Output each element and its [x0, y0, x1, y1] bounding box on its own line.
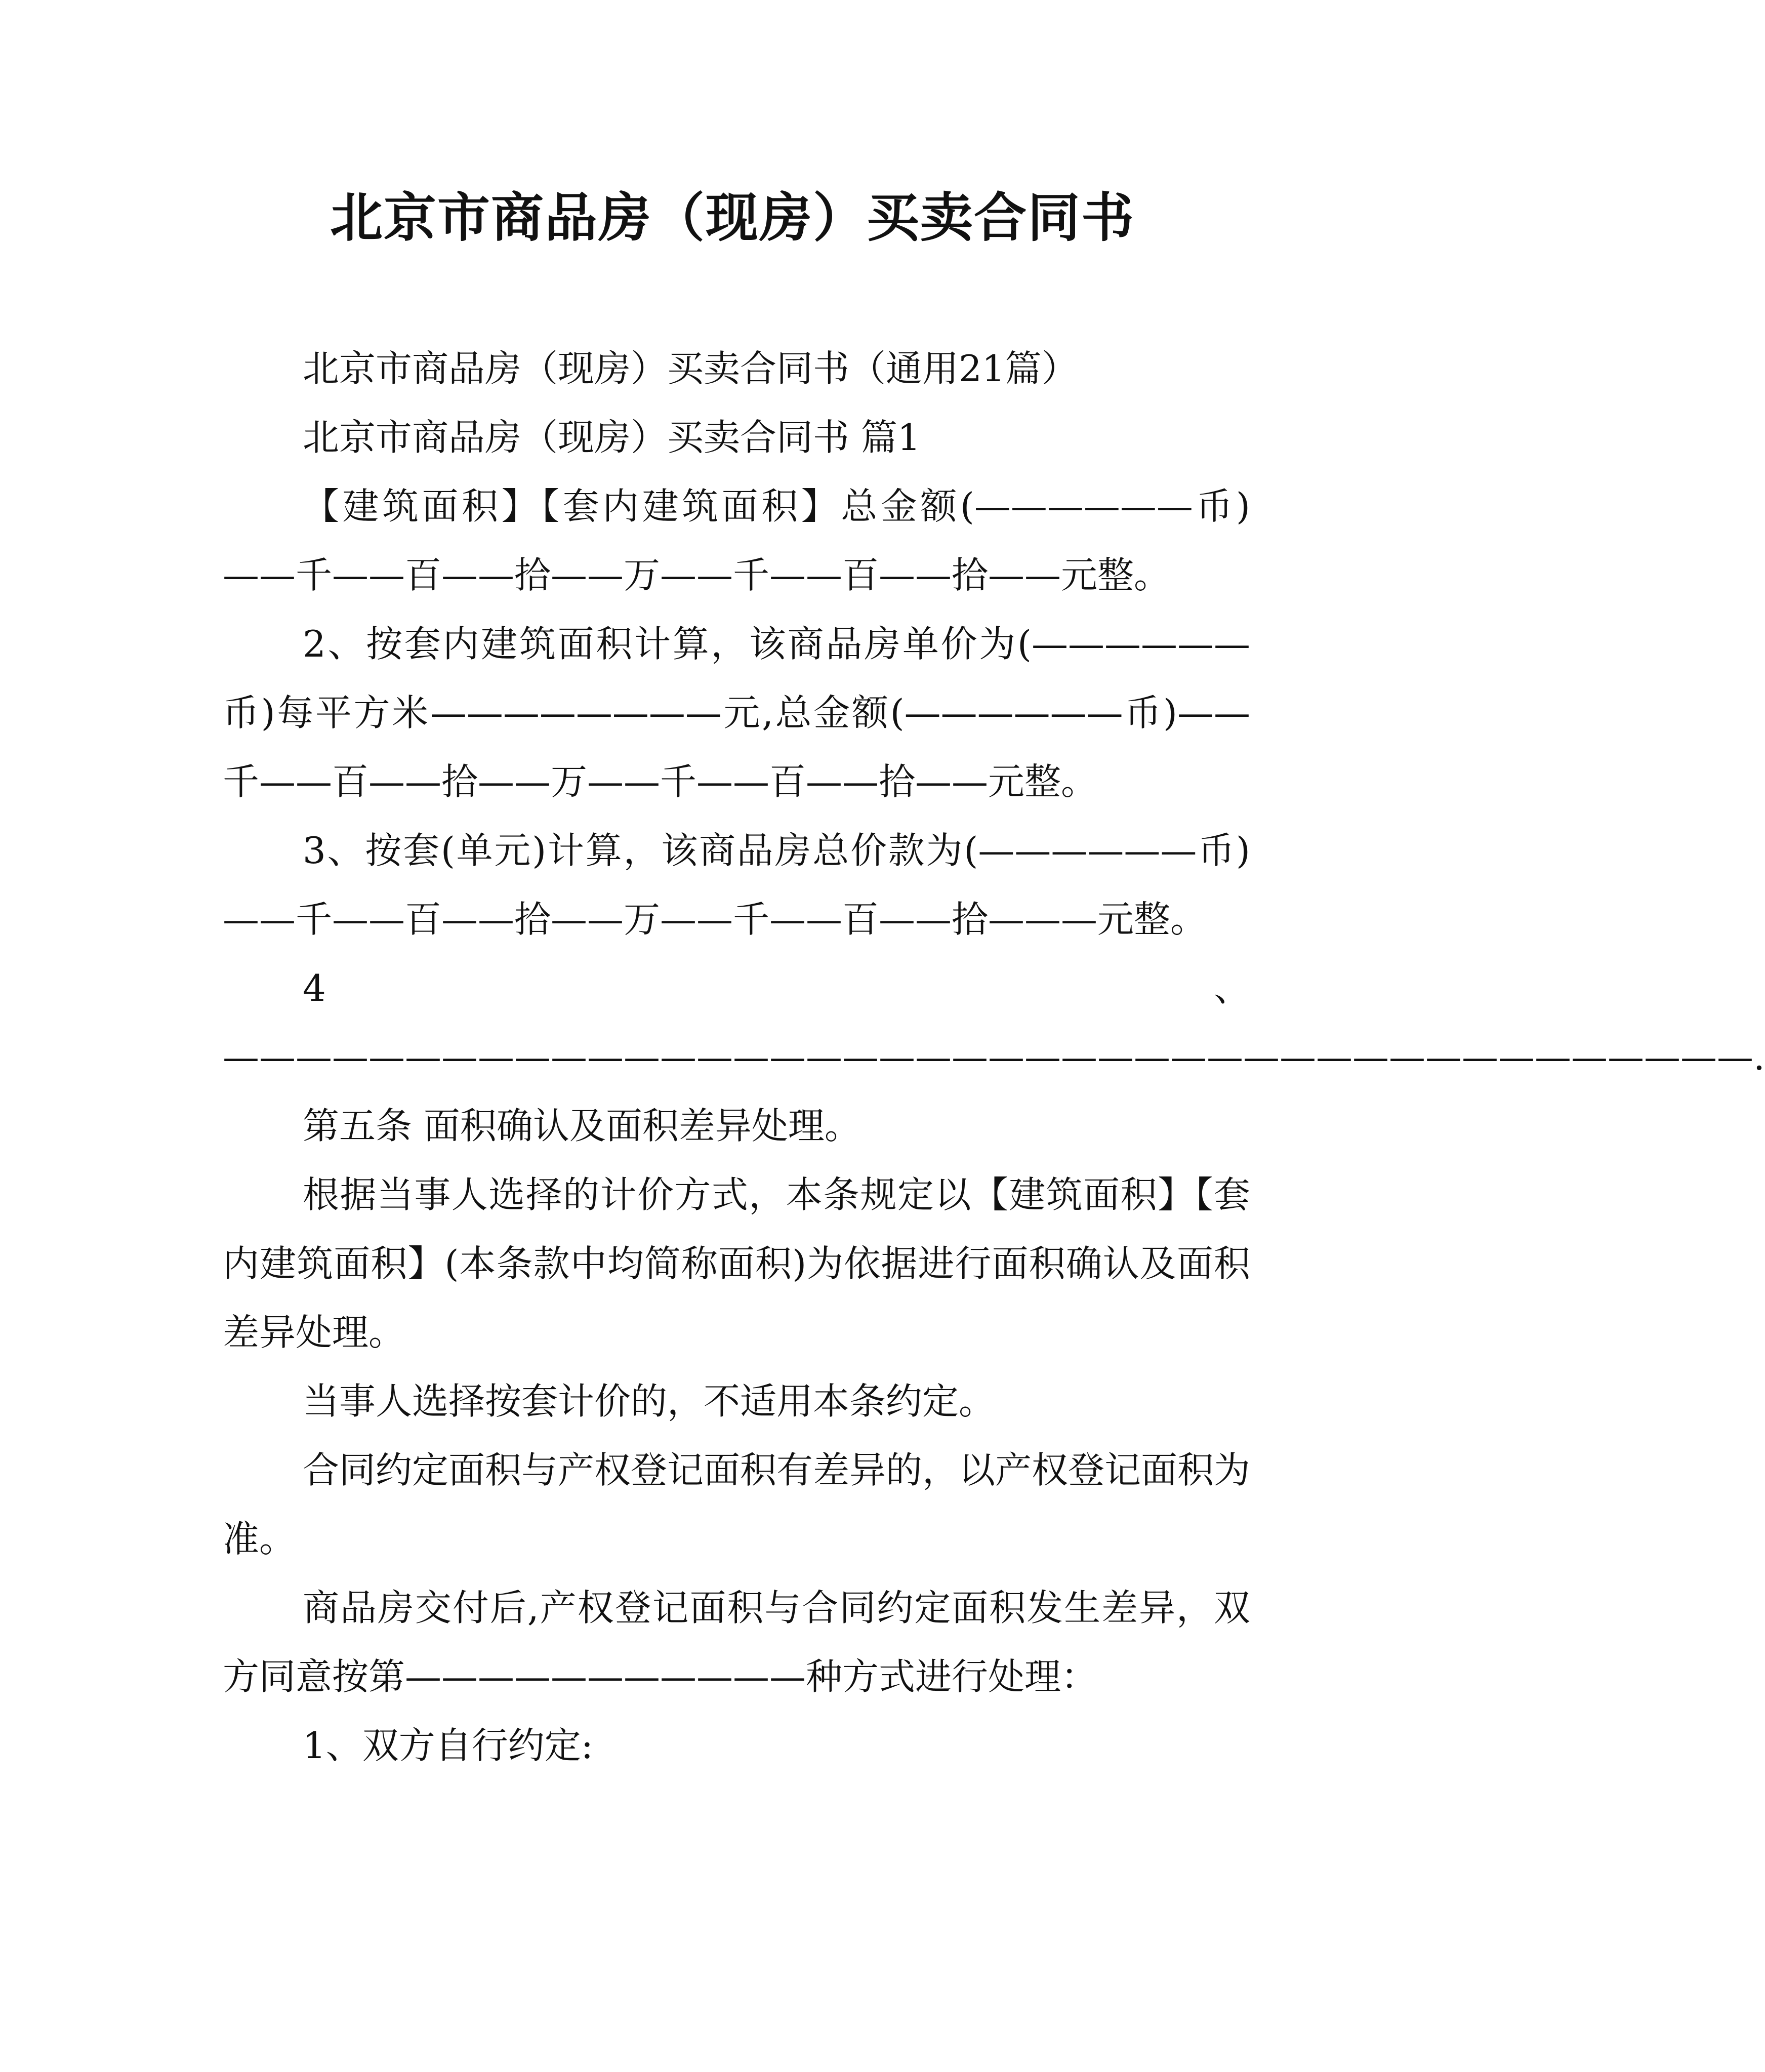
paragraph-item-4: 4、——————————————————————————————————————————.: [223, 967, 1765, 1078]
paragraph-article-5: 第五条 面积确认及面积差异处理。: [303, 1105, 861, 1147]
paragraph-handling-method: 商品房交付后,产权登记面积与合同约定面积发生差异，双方同意按第———————————种方式进行处理：: [223, 1587, 1250, 1698]
paragraph-section-title: 北京市商品房（现房）买卖合同书 篇1: [303, 416, 921, 459]
paragraph-area-difference: 合同约定面积与产权登记面积有差异的，以产权登记面积为准。: [223, 1449, 1251, 1560]
document-body: [223, 334, 1765, 1780]
paragraph-item-1-mutual: 1、双方自行约定:: [303, 1724, 594, 1767]
paragraph-per-unit-note: 当事人选择按套计价的，不适用本条约定。: [303, 1380, 996, 1423]
paragraph-total-amount: 【建筑面积】【套内建筑面积】总金额(——————币)——千——百——拾——万——千——百——拾——元整。: [223, 485, 1250, 596]
paragraph-item-3: 3、按套(单元)计算，该商品房总价款为(——————币)——千——百——拾——万——千——百——拾———元整。: [223, 829, 1250, 941]
paragraph-area-basis: 根据当事人选择的计价方式，本条规定以【建筑面积】【套内建筑面积】(本条款中均简称面积)为依据进行面积确认及面积差异处理。: [223, 1173, 1250, 1354]
paragraph-item-2: 2、按套内建筑面积计算，该商品房单价为(——————币)每平方米————————元,总金额(——————币)——千——百——拾——万——千——百——拾——元整。: [223, 623, 1250, 803]
document-title: 北京市商品房（现房）买卖合同书: [330, 187, 1135, 249]
paragraph-subtitle: 北京市商品房（现房）买卖合同书（通用21篇）: [303, 347, 1078, 390]
